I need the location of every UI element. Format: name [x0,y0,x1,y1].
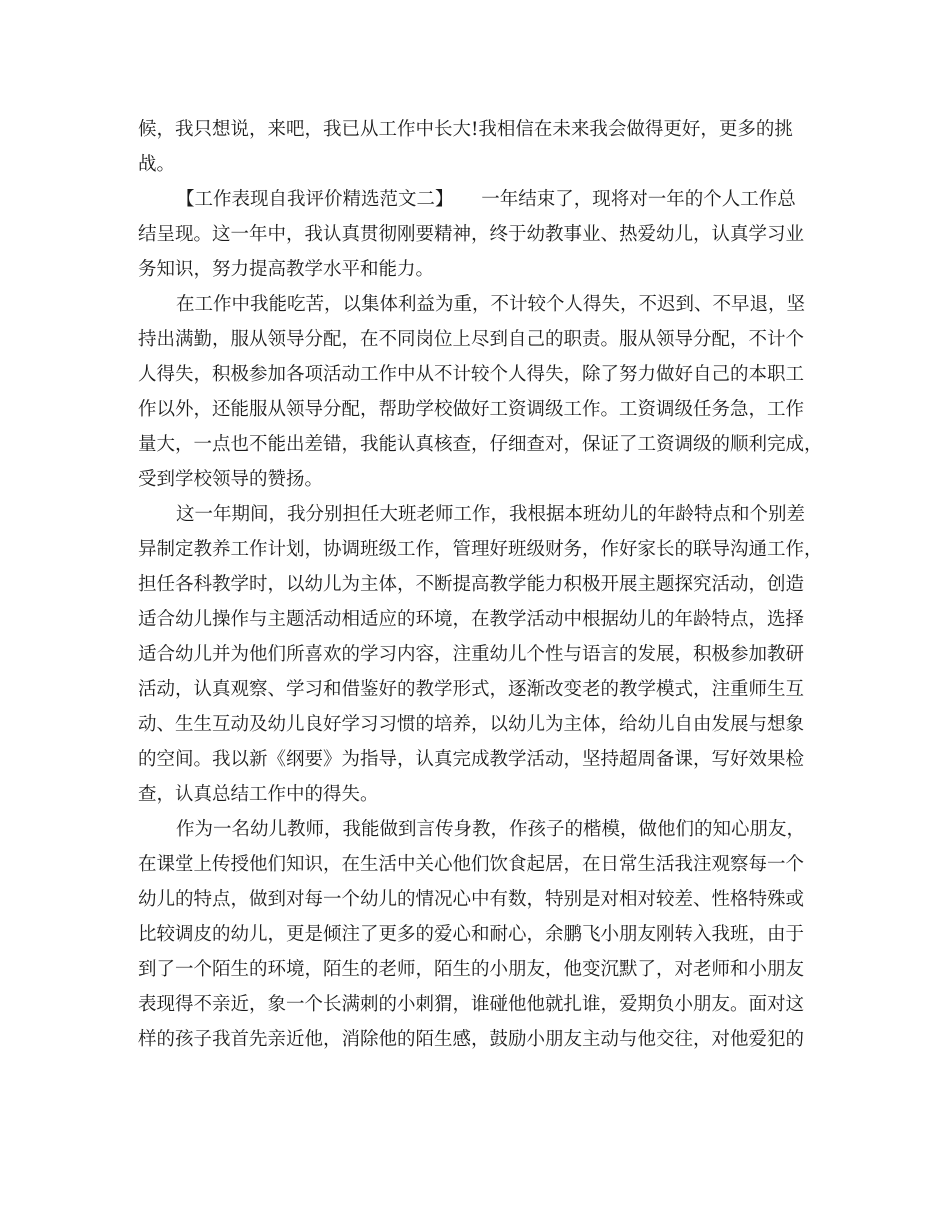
paragraph-start-line: 在工作中我能吃苦，以集体利益为重，不计较个人得失，不迟到、不早退，坚 [176,294,806,315]
text-line: 量大，一点也不能出差错，我能认真核查，仔细查对，保证了工资调级的顺利完成， [138,434,823,455]
text-line: 适合幼儿并为他们所喜欢的学习内容，注重幼儿个性与语言的发展，积极参加教研 [138,644,805,665]
text-line: 适合幼儿操作与主题活动相适应的环境，在教学活动中根据幼儿的年龄特点，选择 [138,609,805,630]
text-line: 比较调皮的幼儿，更是倾注了更多的爱心和耐心，余鹏飞小朋友刚转入我班，由于 [138,924,805,945]
text-line: 查，认真总结工作中的得失。 [138,784,379,805]
text-line: 战。 [138,154,176,175]
text-line: 的空间。我以新《纲要》为指导，认真完成教学活动，坚持超周备课，写好效果检 [138,749,805,770]
text-line: 动、生生互动及幼儿良好学习习惯的培养，以幼儿为主体，给幼儿自由发展与想象 [138,714,805,735]
text-line: 务知识，努力提高教学水平和能力。 [138,259,435,280]
text-line: 持出满勤，服从领导分配，在不同岗位上尽到自己的职责。服从领导分配，不计个 [138,329,805,350]
paragraph-start-line: 作为一名幼儿教师，我能做到言传身教，作孩子的楷模，做他们的知心朋友， [176,819,806,840]
text-line: 表现得不亲近，象一个长满刺的小刺猬，谁碰他他就扎谁，爱期负小朋友。面对这 [138,994,805,1015]
text-line: 到了一个陌生的环境，陌生的老师，陌生的小朋友，他变沉默了，对老师和小朋友 [138,959,805,980]
section-heading-line: 【工作表现自我评价精选范文二】 一年结束了，现将对一年的个人工作总 [176,189,796,210]
text-line: 样的孩子我首先亲近他，消除他的陌生感，鼓励小朋友主动与他交往，对他爱犯的 [138,1029,805,1050]
text-line: 候，我只想说，来吧，我已从工作中长大!我相信在未来我会做得更好，更多的挑 [138,119,793,140]
text-line: 幼儿的特点，做到对每一个幼儿的情况心中有数，特别是对相对较差、性格特殊或 [138,889,805,910]
text-line: 活动，认真观察、学习和借鉴好的教学形式，逐渐改变老的教学模式，注重师生互 [138,679,805,700]
text-line: 在课堂上传授他们知识，在生活中关心他们饮食起居，在日常生活我注观察每一个 [138,854,805,875]
text-line: 担任各科教学时，以幼儿为主体，不断提高教学能力积极开展主题探究活动，创造 [138,574,805,595]
text-line: 作以外，还能服从领导分配，帮助学校做好工资调级工作。工资调级任务急，工作 [138,399,805,420]
text-line: 人得失，积极参加各项活动工作中从不计较个人得失，除了努力做好自己的本职工 [138,364,805,385]
text-line: 受到学校领导的赞扬。 [138,469,324,490]
text-line: 异制定教养工作计划，协调班级工作，管理好班级财务，作好家长的联导沟通工作， [138,539,823,560]
text-line: 结呈现。这一年中，我认真贯彻刚要精神，终于幼教事业、热爱幼儿，认真学习业 [138,224,805,245]
paragraph-start-line: 这一年期间，我分别担任大班老师工作，我根据本班幼儿的年龄特点和个别差 [176,504,806,525]
